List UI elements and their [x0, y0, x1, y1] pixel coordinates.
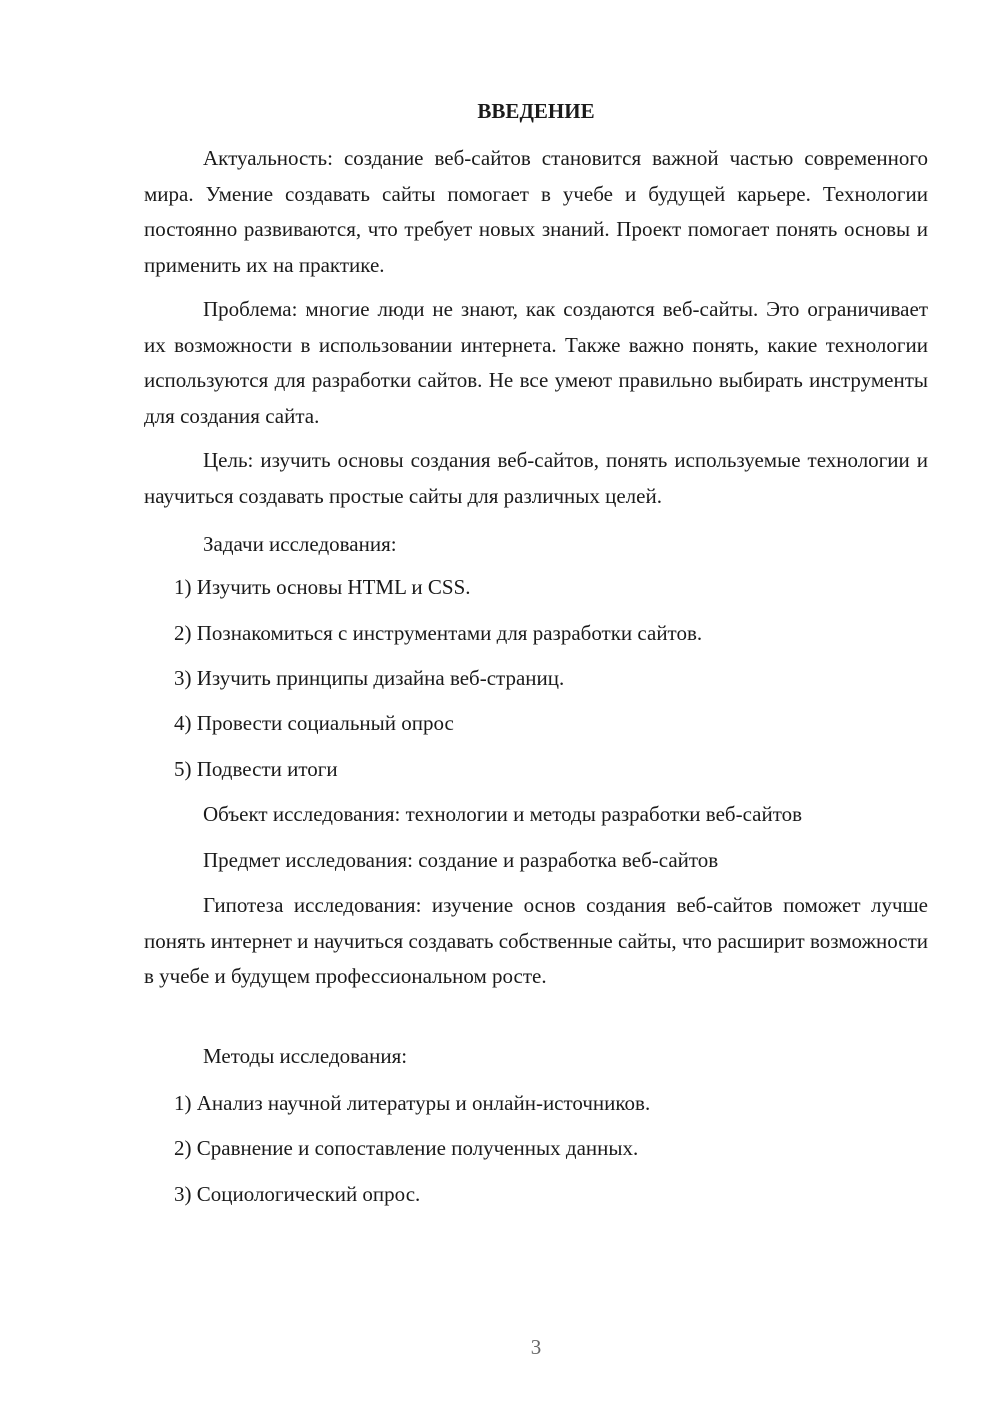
- subject-line: Предмет исследования: создание и разработка веб-сайтов: [203, 848, 719, 872]
- document-page: [144, 0, 928, 1414]
- goal-paragraph: Цель: изучить основы создания веб-сайтов, понять используемые технологии и научиться создавать простые сайты для различных целей.: [144, 448, 928, 508]
- page-number: 3: [530, 1335, 542, 1359]
- task-item: 5) Подвести итоги: [174, 757, 338, 781]
- tasks-heading: Задачи исследования:: [203, 532, 397, 556]
- relevance-paragraph: Актуальность: создание веб-сайтов становится важной частью современного мира. Умение создавать сайты помогает в учебе и будущей карьере. Технологии постоянно развиваются, что требует новых знаний. Проект помогает понять основы и применить их на практике.: [144, 146, 928, 277]
- problem-paragraph: Проблема: многие люди не знают, как создаются веб-сайты. Это ограничивает их возможности в использовании интернета. Также важно понять, какие технологии используются для разработки сайтов. Не все умеют правильно выбирать инструменты для создания сайта.: [144, 297, 928, 428]
- task-item: 3) Изучить принципы дизайна веб-страниц.: [174, 666, 565, 690]
- task-item: 4) Провести социальный опрос: [174, 711, 454, 735]
- hypothesis-paragraph: Гипотеза исследования: изучение основ создания веб-сайтов поможет лучше понять интернет и научиться создавать собственные сайты, что расширит возможности в учебе и будущем профессиональном росте.: [144, 893, 928, 988]
- task-item: 1) Изучить основы HTML и CSS.: [174, 575, 471, 599]
- object-line: Объект исследования: технологии и методы разработки веб-сайтов: [203, 802, 803, 826]
- method-item: 1) Анализ научной литературы и онлайн-источников.: [174, 1091, 651, 1115]
- method-item: 3) Социологический опрос.: [174, 1182, 421, 1206]
- method-item: 2) Сравнение и сопоставление полученных данных.: [174, 1136, 639, 1160]
- methods-heading: Методы исследования:: [203, 1044, 408, 1068]
- task-item: 2) Познакомиться с инструментами для разработки сайтов.: [174, 621, 703, 645]
- page-title: ВВЕДЕНИЕ: [477, 99, 595, 123]
